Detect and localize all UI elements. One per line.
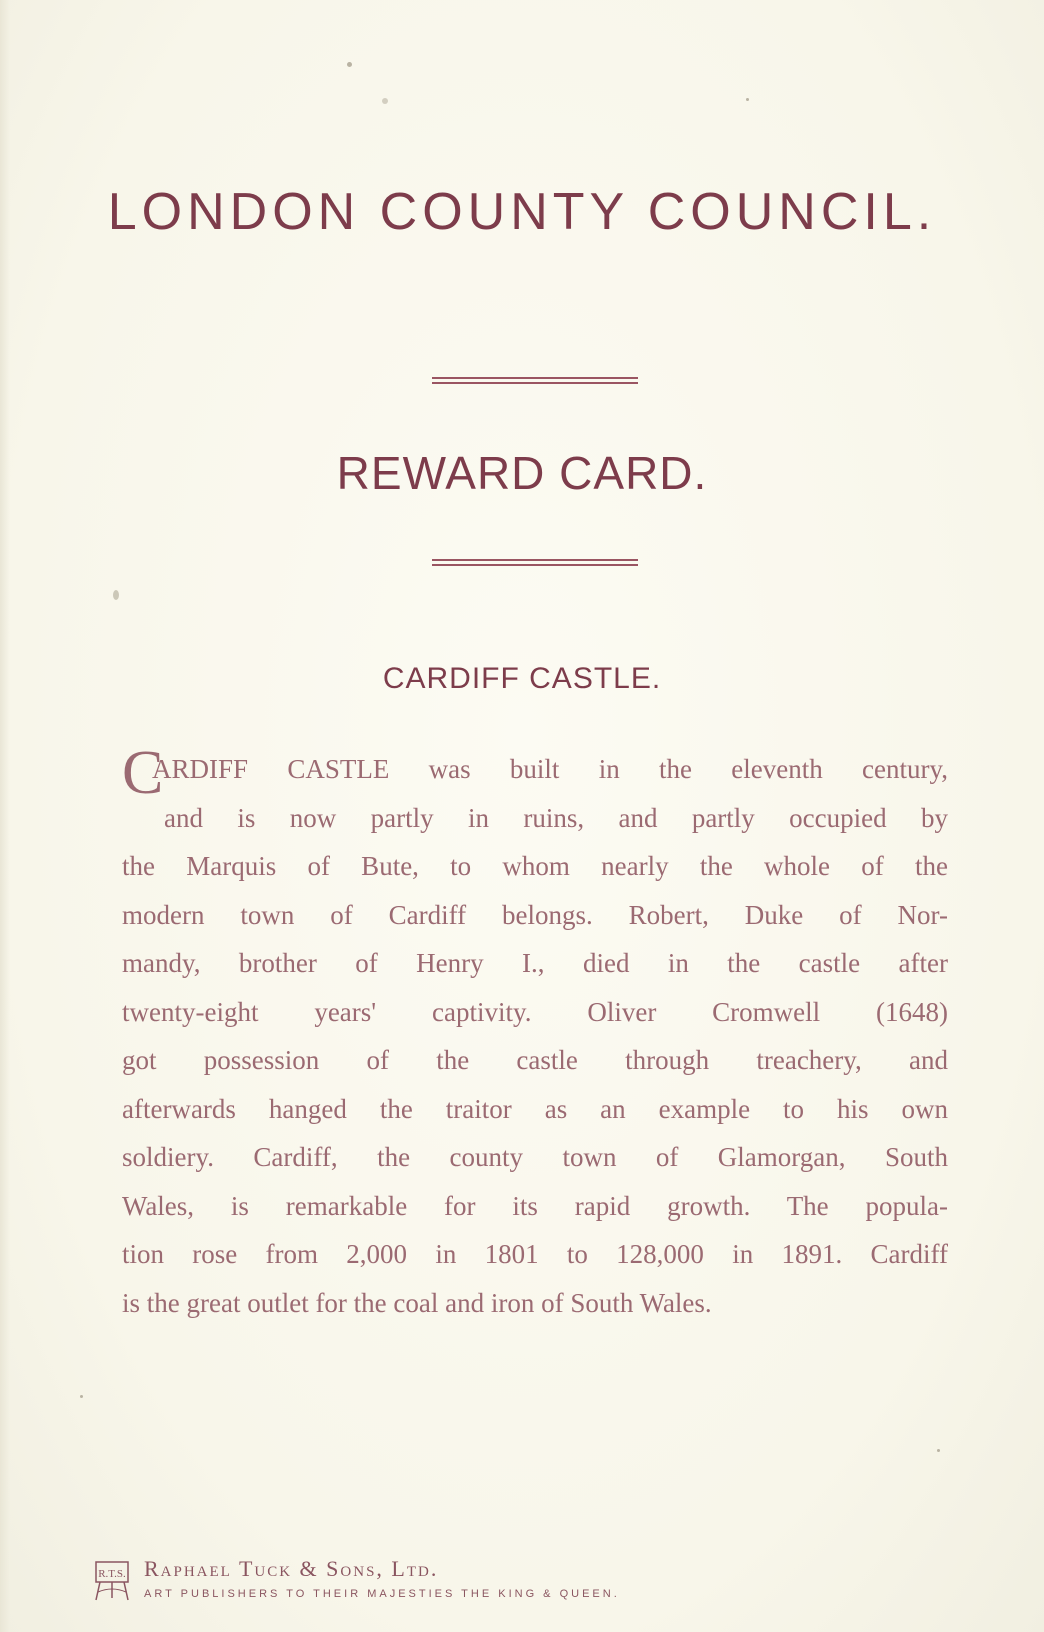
paper-speck bbox=[347, 62, 352, 67]
paper-speck bbox=[382, 98, 388, 104]
body-line: and is now partly in ruins, and partly occupied by bbox=[164, 802, 948, 833]
body-line: modern town of Cardiff belongs. Robert, Duke of Nor- bbox=[122, 899, 948, 930]
reward-card-title: REWARD CARD. bbox=[336, 447, 708, 499]
drop-cap: C bbox=[122, 739, 164, 807]
subject-title: CARDIFF CASTLE. bbox=[382, 662, 662, 695]
paper-speck bbox=[80, 1395, 83, 1398]
body-line: got possession of the castle through treachery, and bbox=[122, 1045, 948, 1075]
svg-text:R.T.S.: R.T.S. bbox=[98, 1568, 126, 1580]
double-rule-bottom bbox=[432, 559, 638, 566]
paper-speck bbox=[113, 590, 119, 600]
body-line: Wales, is remarkable for its rapid growth. The popula- bbox=[122, 1190, 948, 1221]
body-line: soldiery. Cardiff, the county town of Glamorgan, South bbox=[122, 1142, 948, 1172]
publisher-name: Raphael Tuck & Sons, Ltd. bbox=[144, 1556, 439, 1581]
paper-speck bbox=[937, 1449, 940, 1452]
tuck-easel-logo-icon bbox=[92, 1558, 132, 1602]
body-line: afterwards hanged the traitor as an example to his own bbox=[122, 1093, 948, 1124]
publisher-tagline: ART PUBLISHERS TO THEIR MAJESTIES THE KING & QUEEN. bbox=[144, 1588, 620, 1600]
body-line: twenty-eight years' captivity. Oliver Cromwell (1648) bbox=[122, 996, 948, 1027]
body-line: mandy, brother of Henry I., died in the castle after bbox=[122, 948, 948, 978]
paper-speck bbox=[746, 98, 749, 101]
body-paragraph bbox=[122, 745, 948, 1327]
double-rule-top bbox=[432, 377, 638, 384]
body-line: is the great outlet for the coal and iron of South Wales. bbox=[122, 1287, 712, 1318]
body-line: tion rose from 2,000 in 1801 to 128,000 in 1891. Cardiff bbox=[122, 1239, 948, 1269]
body-line: the Marquis of Bute, to whom nearly the whole of the bbox=[122, 851, 948, 881]
card-edge-shadow bbox=[0, 0, 10, 1632]
council-title: LONDON COUNTY COUNCIL. bbox=[107, 183, 937, 241]
body-line: ARDIFF CASTLE was built in the eleventh century, bbox=[152, 754, 948, 784]
